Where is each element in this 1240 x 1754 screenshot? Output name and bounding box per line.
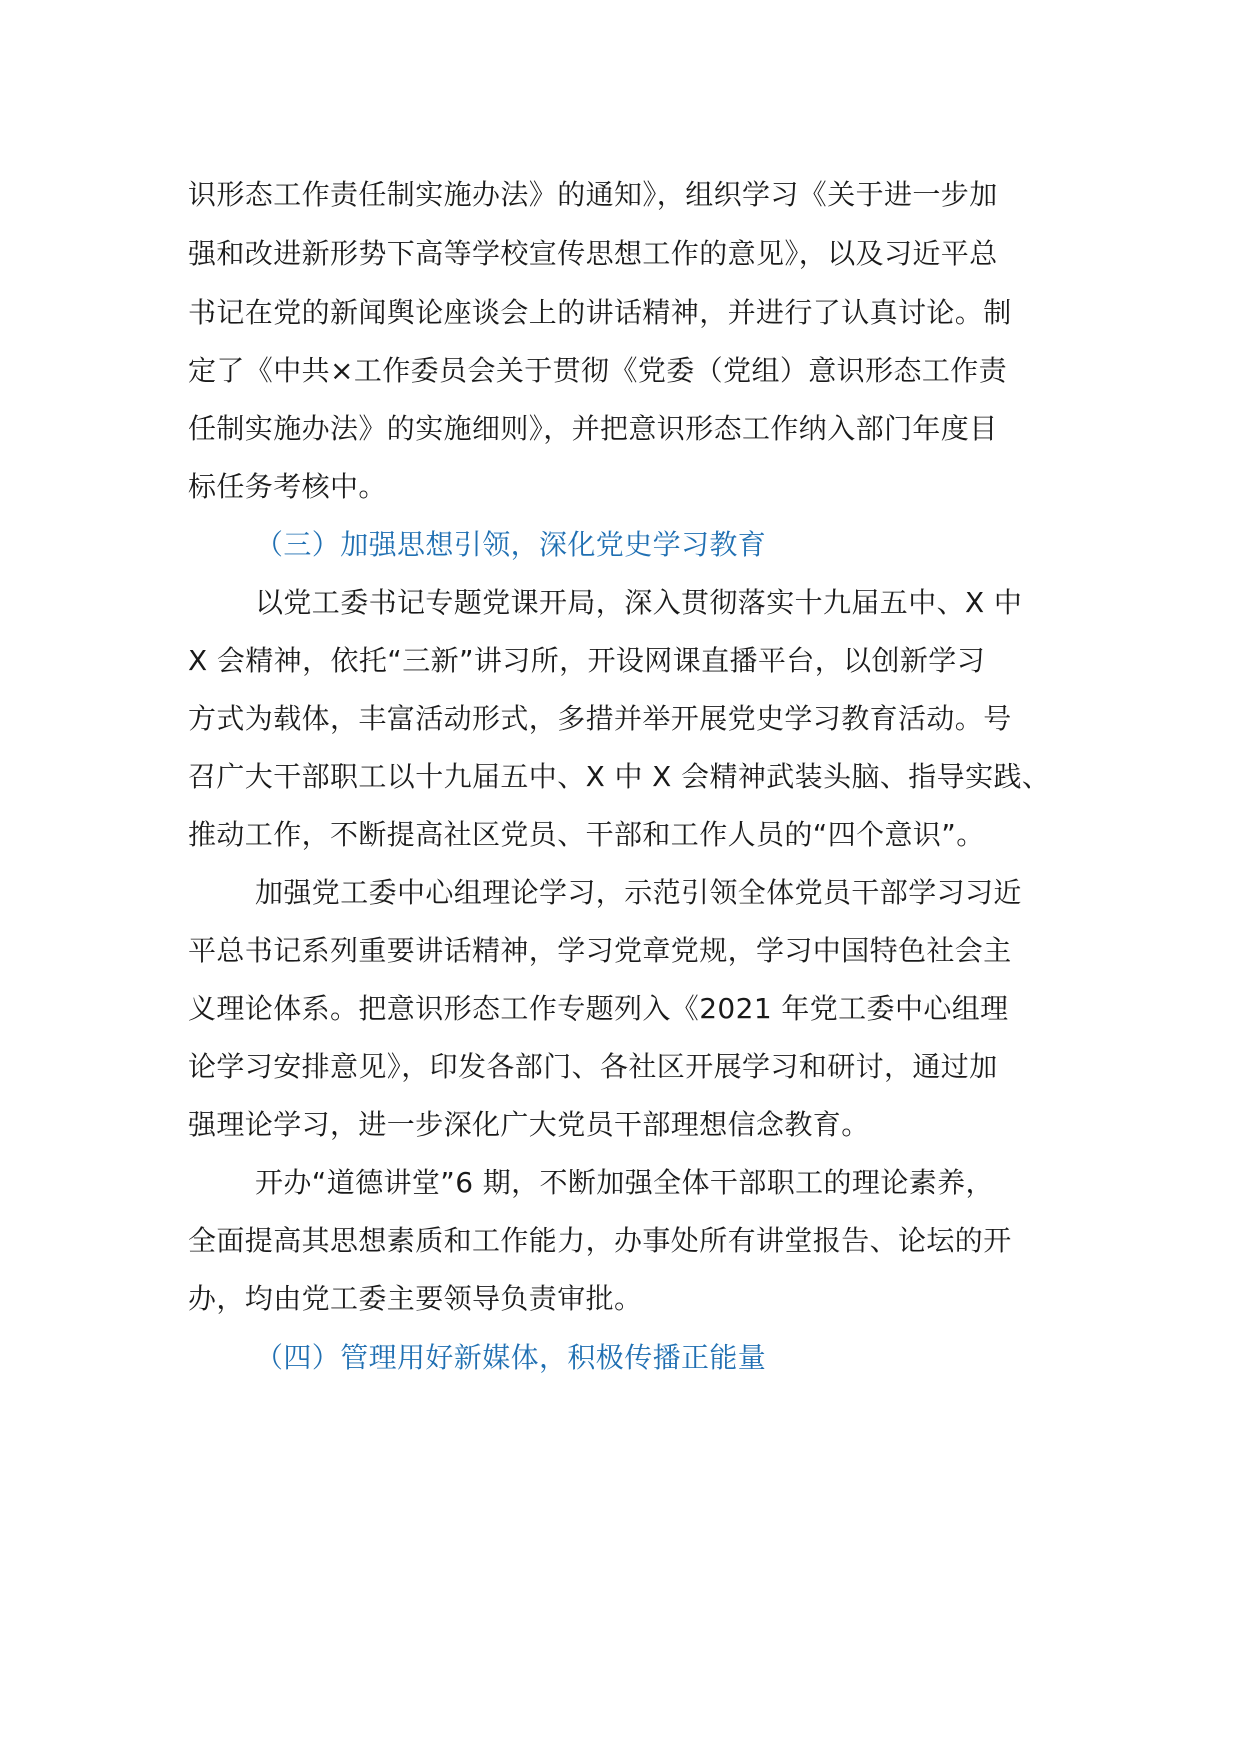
body-text-line: 召广大干部职工以十九届五中、X 中 X 会精神武装头脑、指导实践、 <box>188 760 1051 793</box>
section-heading-4: （四）管理用好新媒体，积极传播正能量 <box>255 1341 767 1374</box>
body-text-line: 加强党工委中心组理论学习，示范引领全体党员干部学习习近 <box>255 876 1022 909</box>
body-text-line: X 会精神，依托“三新”讲习所，开设网课直播平台，以创新学习 <box>188 644 986 677</box>
body-text-line: 标任务考核中。 <box>188 470 387 503</box>
body-text-line: 识形态工作责任制实施办法》的通知》，组织学习《关于进一步加 <box>188 178 998 211</box>
body-text-line: 办，均由党工委主要领导负责审批。 <box>188 1282 643 1315</box>
body-text-line: 强理论学习，进一步深化广大党员干部理想信念教育。 <box>188 1108 870 1141</box>
body-text-line: 平总书记系列重要讲话精神，学习党章党规，学习中国特色社会主 <box>188 934 1012 967</box>
body-text-line: 强和改进新形势下高等学校宣传思想工作的意见》，以及习近平总 <box>188 237 998 270</box>
body-text-line: 全面提高其思想素质和工作能力，办事处所有讲堂报告、论坛的开 <box>188 1224 1012 1257</box>
section-heading-3: （三）加强思想引领，深化党史学习教育 <box>255 528 767 561</box>
body-text-line: 推动工作，不断提高社区党员、干部和工作人员的“四个意识”。 <box>188 818 985 851</box>
body-text-line: 任制实施办法》的实施细则》，并把意识形态工作纳入部门年度目 <box>188 412 998 445</box>
body-text-line: 开办“道德讲堂”6 期，不断加强全体干部职工的理论素养， <box>255 1166 994 1199</box>
body-text-line: 书记在党的新闻舆论座谈会上的讲话精神，并进行了认真讨论。制 <box>188 296 1012 329</box>
body-text-line: 论学习安排意见》，印发各部门、各社区开展学习和研讨，通过加 <box>188 1050 998 1083</box>
body-text-line: 定了《中共×工作委员会关于贯彻《党委（党组）意识形态工作责 <box>188 354 1008 387</box>
body-text-line: 方式为载体，丰富活动形式，多措并举开展党史学习教育活动。号 <box>188 702 1012 735</box>
body-text-line: 义理论体系。把意识形态工作专题列入《2021 年党工委中心组理 <box>188 992 1009 1025</box>
body-text-line: 以党工委书记专题党课开局，深入贯彻落实十九届五中、X 中 <box>255 586 1023 619</box>
